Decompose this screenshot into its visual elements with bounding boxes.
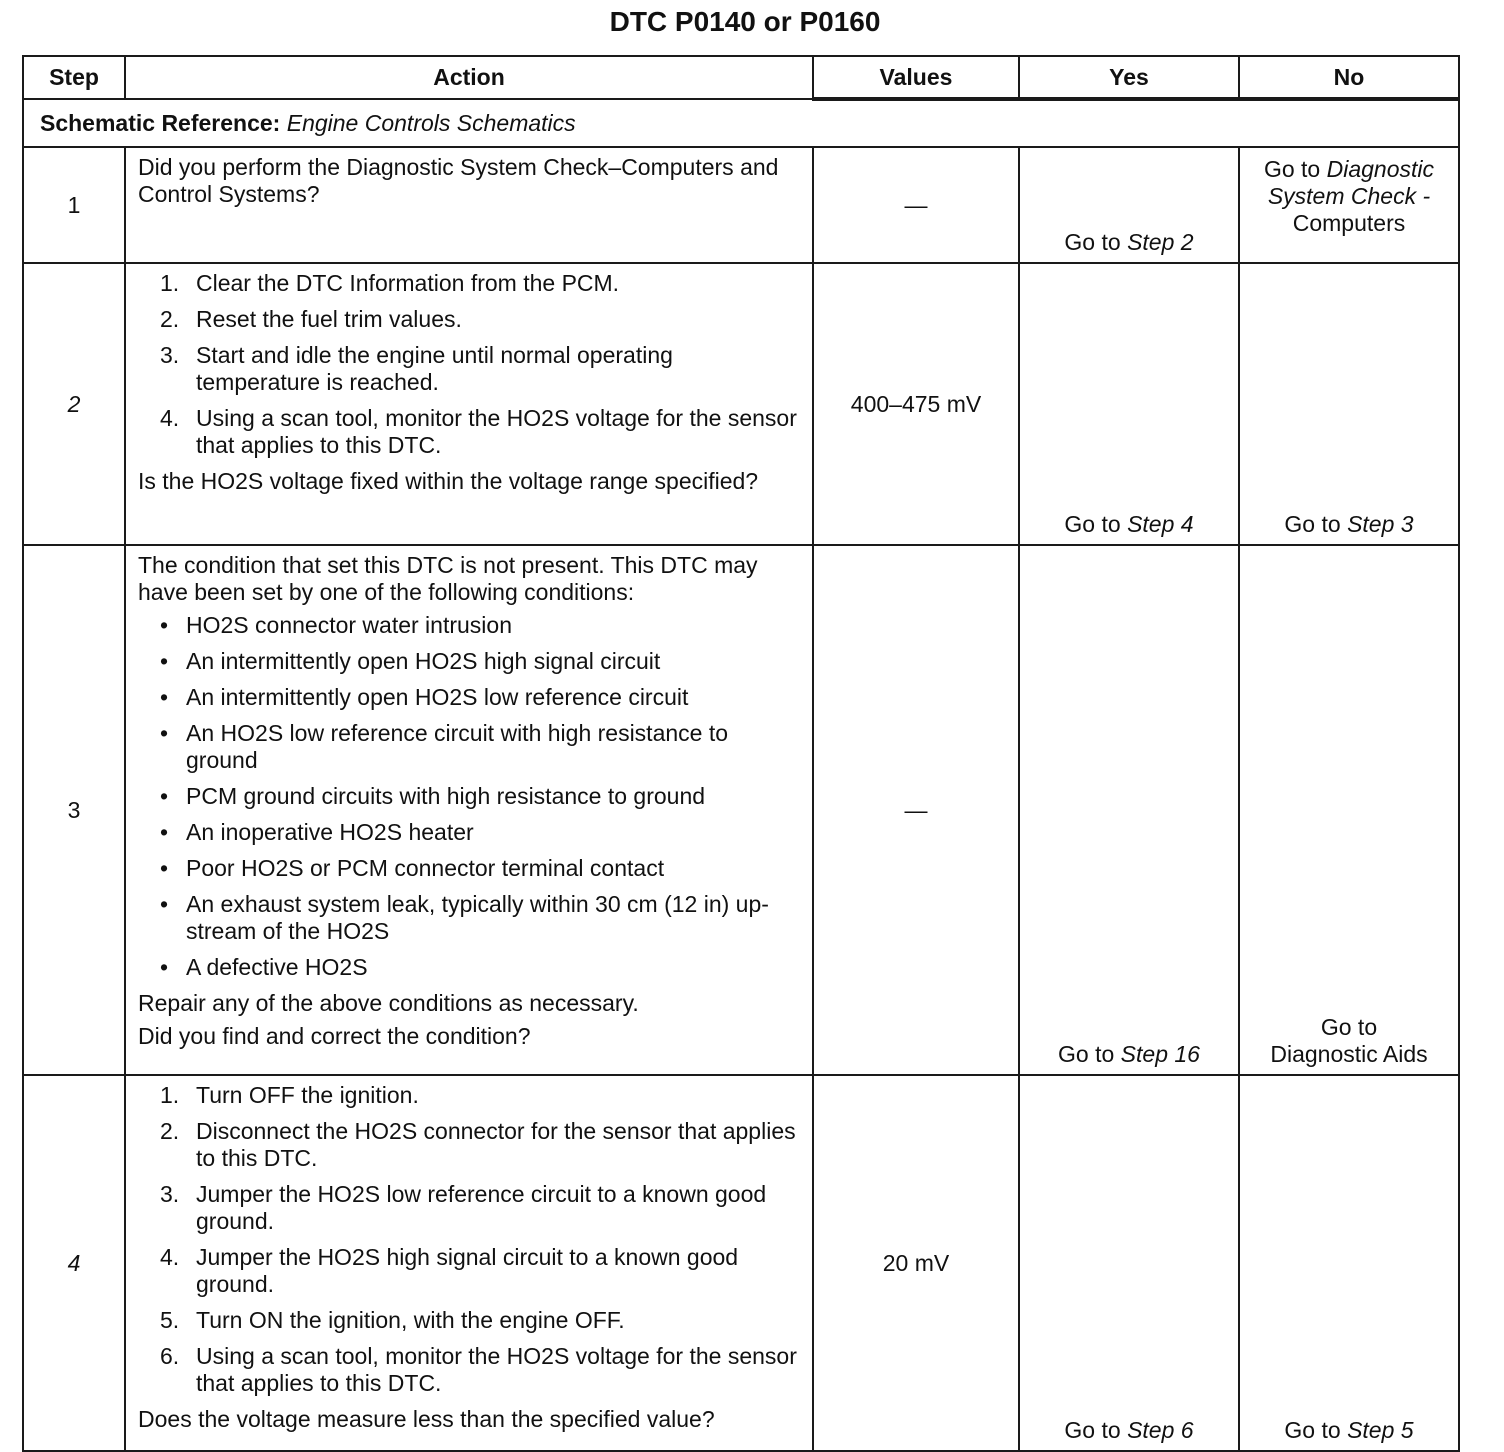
substep: 3. Start and idle the engine until normal operating temperature is reached. <box>160 342 673 395</box>
table-row-step-1 <box>23 147 1459 263</box>
yes-cell <box>1019 147 1239 263</box>
substep: 4. Using a scan tool, monitor the HO2S voltage for the sensor that applies to this DTC. <box>160 405 797 458</box>
condition-item: • Poor HO2S or PCM connector terminal contact <box>160 855 665 881</box>
schematic-reference-row <box>23 99 1459 147</box>
no-prefix: Go to <box>1263 156 1327 182</box>
table-row-step-3 <box>23 545 1459 1075</box>
substep: 4. Jumper the HO2S high signal circuit to a known good ground. <box>160 1244 739 1297</box>
substep: 3. Jumper the HO2S low reference circuit to a known good ground. <box>160 1181 767 1234</box>
condition-item: • An HO2S low reference circuit with high resistance to ground <box>160 720 729 773</box>
no-link: Diagnostic Aids <box>1270 1041 1428 1067</box>
condition-item: • PCM ground circuits with high resistance to ground <box>160 783 706 809</box>
no-link: Step 5 <box>1347 1417 1414 1443</box>
yes-cell: Go to Step 16 <box>1019 545 1239 1075</box>
condition-item: • A defective HO2S <box>160 954 368 980</box>
step-number: 1 <box>23 147 125 263</box>
value-cell: 20 mV <box>813 1075 1019 1451</box>
substep-list <box>138 270 802 459</box>
no-cell: Go to Diagnostic Aids <box>1239 545 1459 1075</box>
no-link: Diagnostic System Check - <box>1267 156 1435 209</box>
action-cell <box>125 1075 813 1451</box>
no-suffix: Computers <box>1292 210 1406 236</box>
header-action: Action <box>125 56 813 99</box>
no-link: Step 3 <box>1347 511 1414 537</box>
header-values: Values <box>813 56 1019 99</box>
question-text: Does the voltage measure less than the specified value? <box>138 1406 715 1432</box>
repair-text: Repair any of the above conditions as necessary. <box>138 990 639 1016</box>
substep: 5. Turn ON the ignition, with the engine OFF. <box>160 1307 625 1333</box>
step-number: 4 <box>23 1075 125 1451</box>
value-cell: — <box>813 545 1019 1075</box>
yes-cell: Go to Step 4 <box>1019 263 1239 545</box>
intro-text: The condition that set this DTC is not present. This DTC may have been set by one of the following conditions: <box>138 552 758 605</box>
condition-list <box>138 612 802 981</box>
substep: 6. Using a scan tool, monitor the HO2S voltage for the sensor that applies to this DTC. <box>160 1343 797 1396</box>
action-cell <box>125 263 813 545</box>
no-cell: Go to Step 3 <box>1239 263 1459 545</box>
yes-link: Step 6 <box>1127 1417 1194 1443</box>
substep: 1. Clear the DTC Information from the PCM. <box>160 270 620 296</box>
condition-item: • An intermittently open HO2S high signal circuit <box>160 648 661 674</box>
no-cell: Go to Step 5 <box>1239 1075 1459 1451</box>
schematic-link: Engine Controls Schematics <box>286 110 576 136</box>
diagnostic-table <box>22 55 1460 1452</box>
step-number: 3 <box>23 545 125 1075</box>
value-cell: 400–475 mV <box>813 263 1019 545</box>
condition-item: • An inoperative HO2S heater <box>160 819 474 845</box>
table-row-step-4 <box>23 1075 1459 1451</box>
substep: 2. Disconnect the HO2S connector for the sensor that applies to this DTC. <box>160 1118 796 1171</box>
question-text: Did you find and correct the condition? <box>138 1023 531 1049</box>
yes-cell: Go to Step 6 <box>1019 1075 1239 1451</box>
schematic-label: Schematic Reference: <box>40 110 281 136</box>
step-number: 2 <box>23 263 125 545</box>
condition-item: • HO2S connector water intrusion <box>160 612 512 638</box>
yes-link: Step 4 <box>1127 511 1194 537</box>
yes-link: Step 2 <box>1127 229 1194 255</box>
yes-prefix: Go to <box>1064 229 1128 255</box>
page-title: DTC P0140 or P0160 <box>609 6 881 37</box>
header-no: No <box>1239 56 1459 99</box>
yes-link: Step 16 <box>1120 1041 1200 1067</box>
action-cell <box>125 545 813 1075</box>
substep: 2. Reset the fuel trim values. <box>160 306 462 332</box>
header-step: Step <box>23 56 125 99</box>
value-cell: — <box>813 147 1019 263</box>
schematic-reference <box>23 99 1459 147</box>
header-row <box>23 56 1459 99</box>
substep-list <box>138 1082 802 1397</box>
table-row-step-2 <box>23 263 1459 545</box>
condition-item: • An exhaust system leak, typically within 30 cm (12 in) up-stream of the HO2S <box>160 891 769 944</box>
action-cell <box>125 147 813 263</box>
substep: 1. Turn OFF the ignition. <box>160 1082 419 1108</box>
header-yes: Yes <box>1019 56 1239 99</box>
action-text: Did you perform the Diagnostic System Check–Computers and Control Systems? <box>138 154 779 207</box>
no-cell <box>1239 147 1459 263</box>
condition-item: • An intermittently open HO2S low reference circuit <box>160 684 689 710</box>
question-text: Is the HO2S voltage fixed within the voltage range specified? <box>138 468 759 494</box>
